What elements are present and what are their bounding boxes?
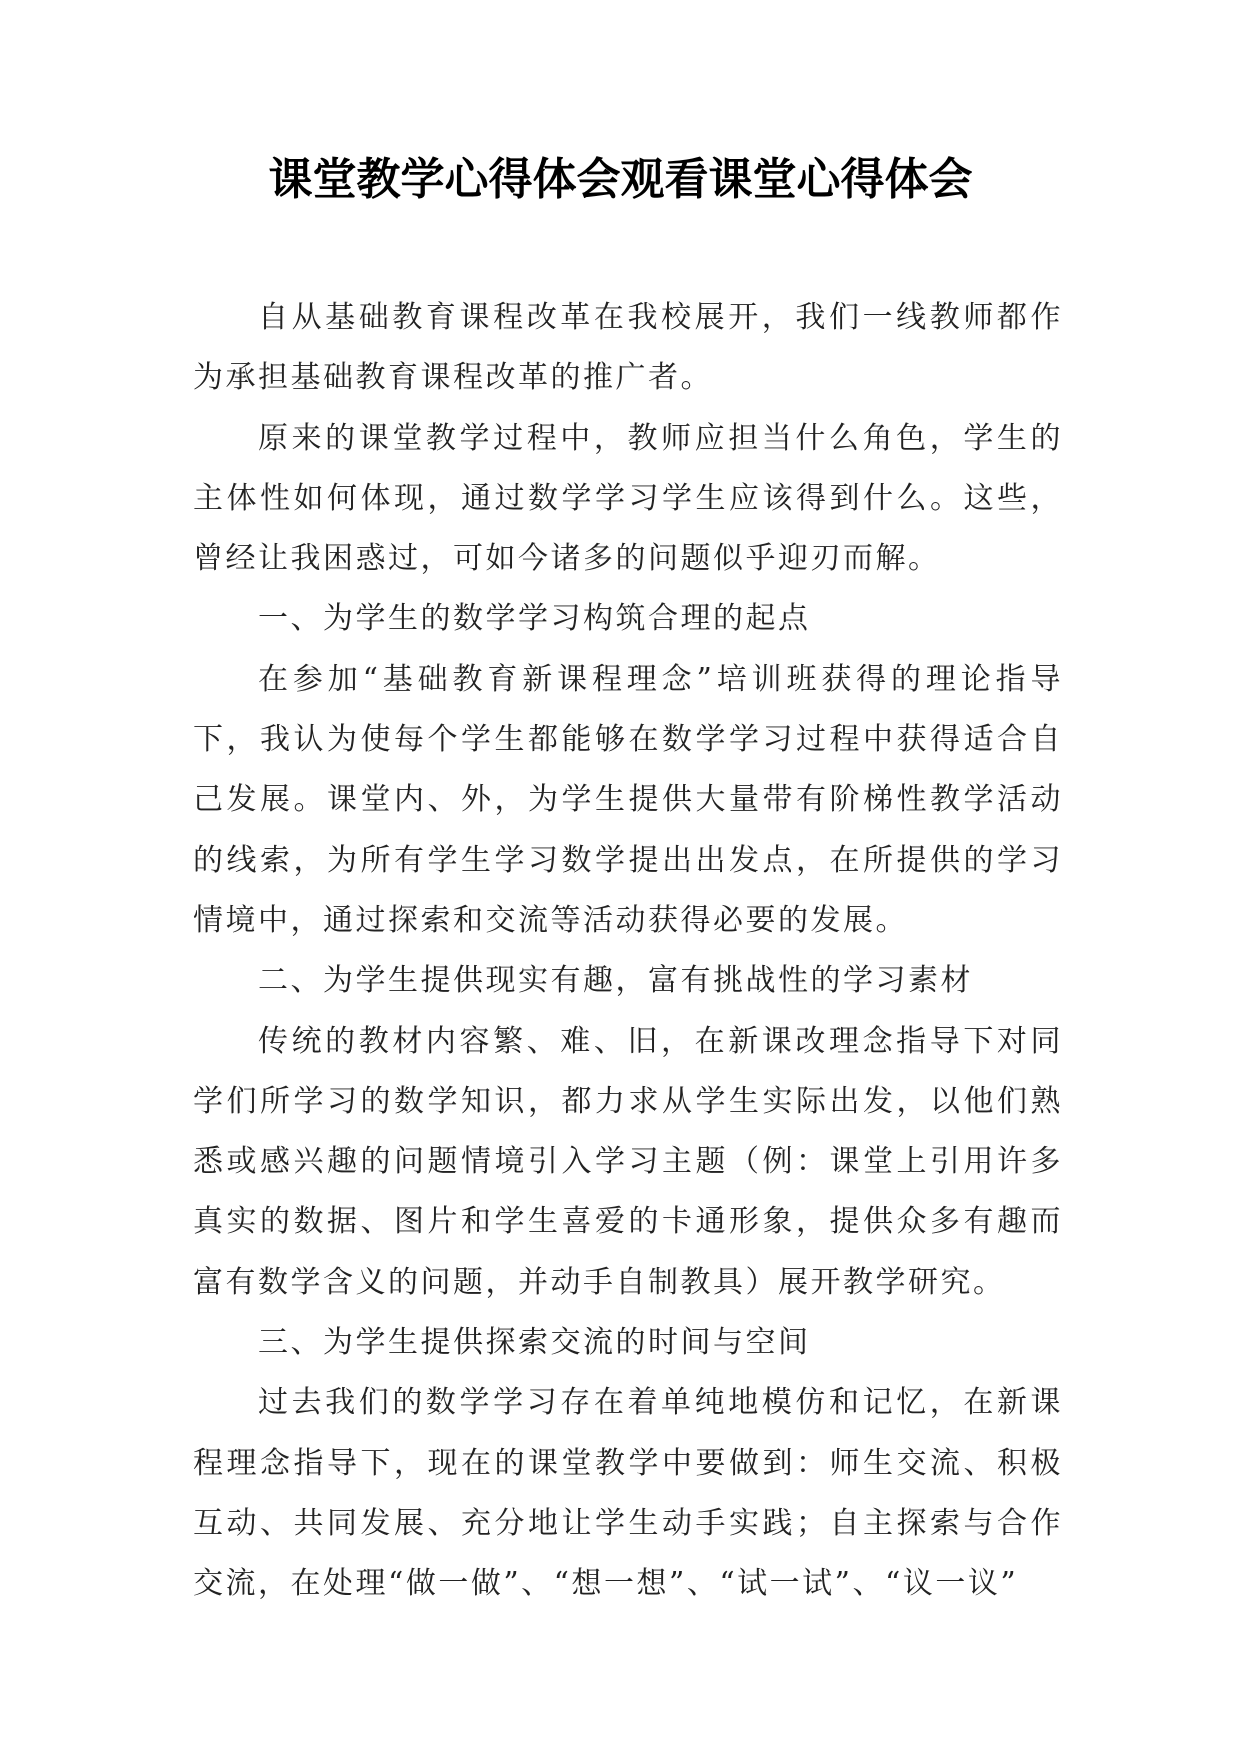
section-heading-2: 二、为学生提供现实有趣，富有挑战性的学习素材 [258, 963, 973, 999]
section-heading-1: 一、为学生的数学学习构筑合理的起点 [258, 601, 811, 637]
paragraph-section-3: 过去我们的数学学习存在着单纯地模仿和记忆，在新课程理念指导下，现在的课堂教学中要做到：师生交流、积极互动、共同发展、充分地让学生动手实践；自主探索与合作交流，在处理“做一做”、“想一想”、“试一试”、“议一议” [193, 1385, 1063, 1602]
document-body [193, 288, 1063, 1615]
paragraph-section-1: 在参加“基础教育新课程理念”培训班获得的理论指导下，我认为使每个学生都能够在数学学习过程中获得适合自己发展。课堂内、外，为学生提供大量带有阶梯性教学活动的线索，为所有学生学习数学提出出发点，在所提供的学习情境中，通过探索和交流等活动获得必要的发展。 [193, 661, 1063, 938]
paragraph-section-2: 传统的教材内容繁、难、旧，在新课改理念指导下对同学们所学习的数学知识，都力求从学生实际出发，以他们熟悉或感兴趣的问题情境引入学习主题（例：课堂上引用许多真实的数据、图片和学生喜爱的卡通形象，提供众多有趣而富有数学含义的问题，并动手自制教具）展开教学研究。 [193, 1023, 1063, 1300]
document-title: 课堂教学心得体会观看课堂心得体会 [268, 154, 973, 205]
section-heading-3: 三、为学生提供探索交流的时间与空间 [258, 1325, 811, 1361]
paragraph-intro: 自从基础教育课程改革在我校展开，我们一线教师都作为承担基础教育课程改革的推广者。 [193, 300, 1063, 396]
paragraph-role-question: 原来的课堂教学过程中，教师应担当什么角色，学生的主体性如何体现，通过数学学习学生应该得到什么。这些，曾经让我困惑过，可如今诸多的问题似乎迎刃而解。 [193, 420, 1063, 577]
